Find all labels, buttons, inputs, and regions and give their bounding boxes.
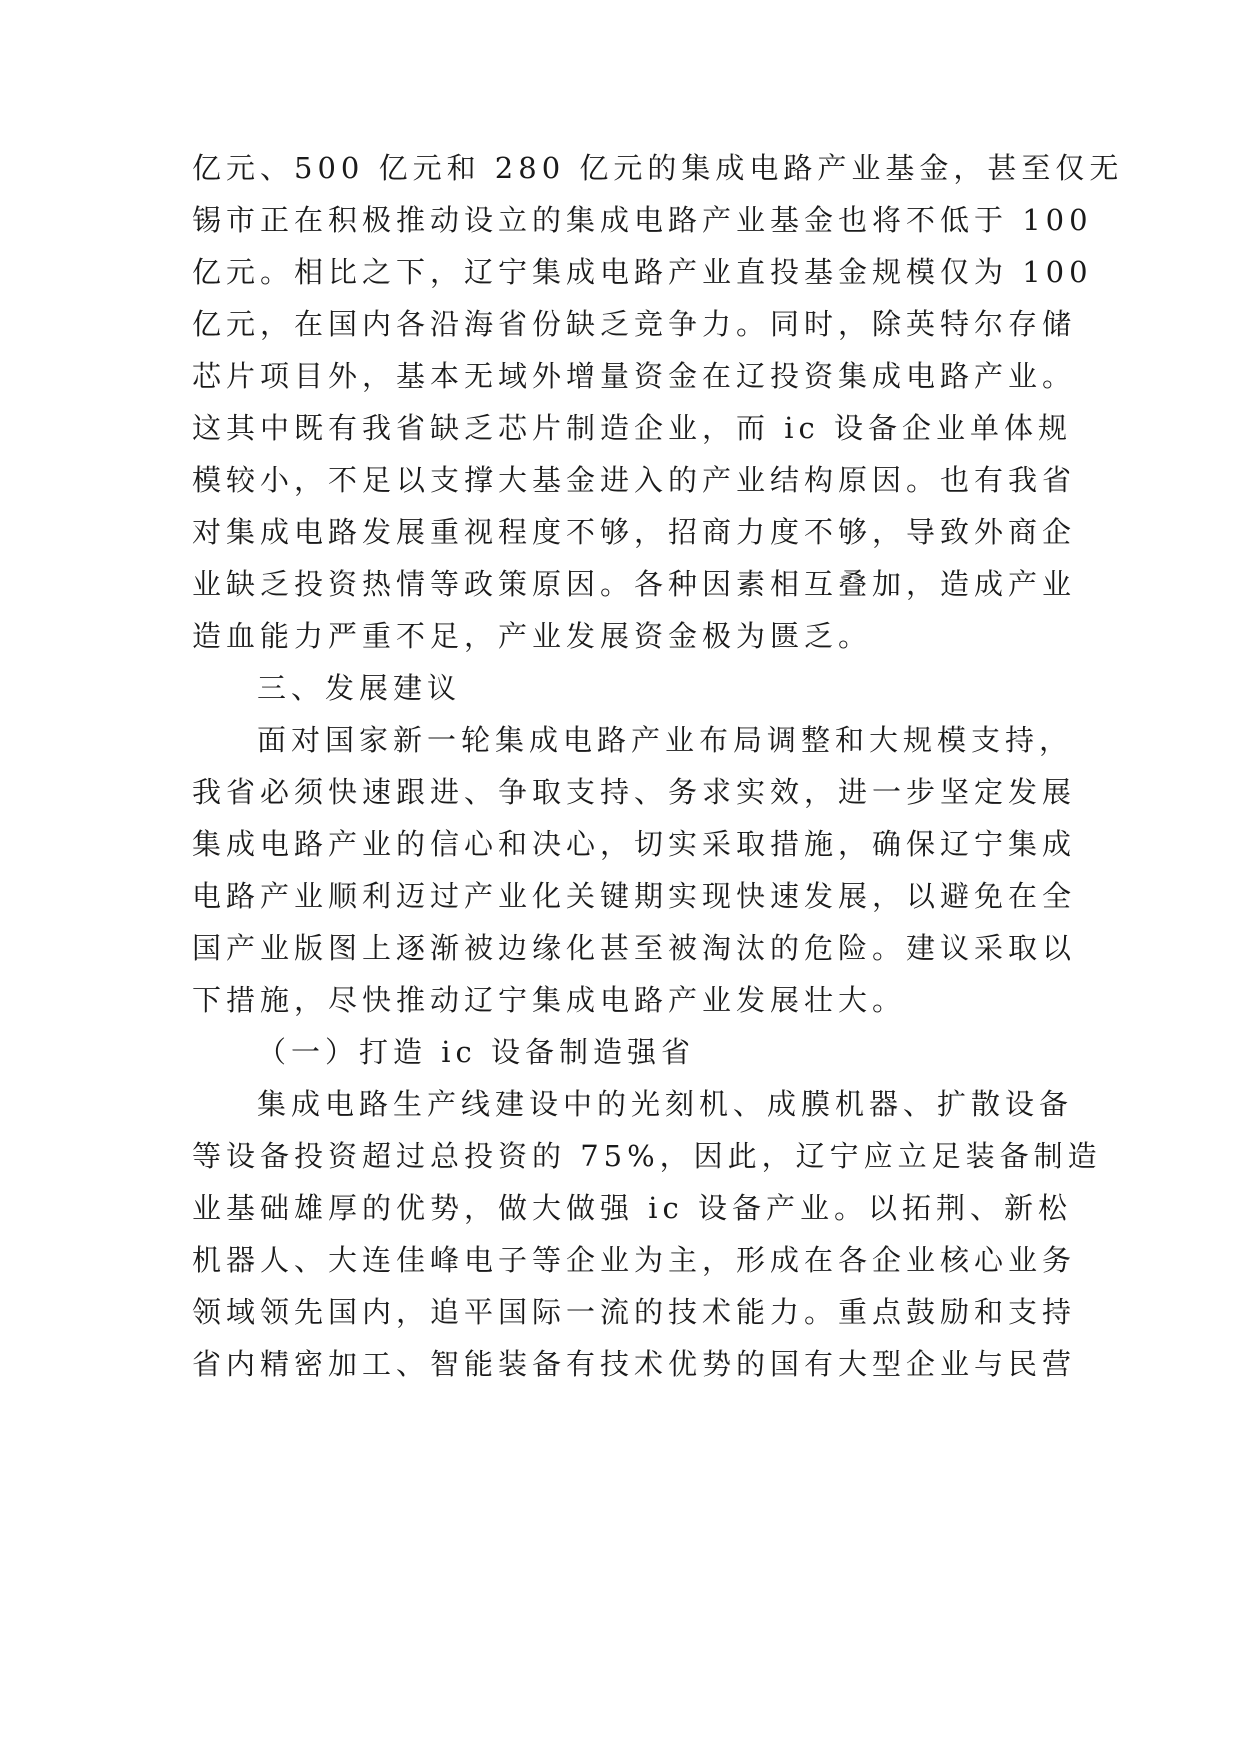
section-heading: 三、发展建议 — [257, 671, 462, 705]
body-text-line: 领域领先国内，追平国际一流的技术能力。重点鼓励和支持 — [192, 1295, 1077, 1329]
body-text-line: 等设备投资超过总投资的 75%，因此，辽宁应立足装备制造 — [192, 1139, 1102, 1173]
body-text-line: 模较小，不足以支撑大基金进入的产业结构原因。也有我省 — [192, 463, 1077, 497]
body-text-line: 业缺乏投资热情等政策原因。各种因素相互叠加，造成产业 — [192, 567, 1077, 601]
body-text-line: 锡市正在积极推动设立的集成电路产业基金也将不低于 100 — [192, 203, 1093, 237]
body-text-line: 亿元、500 亿元和 280 亿元的集成电路产业基金，甚至仅无 — [192, 151, 1124, 185]
body-text-line: 省内精密加工、智能装备有技术优势的国有大型企业与民营 — [192, 1347, 1077, 1381]
body-text-line: 业基础雄厚的优势，做大做强 ic 设备产业。以拓荆、新松 — [192, 1191, 1072, 1225]
body-text-line: 国产业版图上逐渐被边缘化甚至被淘汰的危险。建议采取以 — [192, 931, 1077, 965]
body-text-line: 芯片项目外，基本无域外增量资金在辽投资集成电路产业。 — [192, 359, 1077, 393]
body-text-line: 亿元。相比之下，辽宁集成电路产业直投基金规模仅为 100 — [192, 255, 1093, 289]
body-text-line: 我省必须快速跟进、争取支持、务求实效，进一步坚定发展 — [192, 775, 1077, 809]
body-text-line: 电路产业顺利迈过产业化关键期实现快速发展，以避免在全 — [192, 879, 1077, 913]
body-text-line: 面对国家新一轮集成电路产业布局调整和大规模支持， — [257, 723, 1074, 757]
subsection-heading: （一）打造 ic 设备制造强省 — [257, 1035, 695, 1069]
body-text-line: 集成电路产业的信心和决心，切实采取措施，确保辽宁集成 — [192, 827, 1077, 861]
body-text-line: 集成电路生产线建设中的光刻机、成膜机器、扩散设备 — [257, 1087, 1074, 1121]
body-text-line: 下措施，尽快推动辽宁集成电路产业发展壮大。 — [192, 983, 907, 1017]
body-text-line: 对集成电路发展重视程度不够，招商力度不够，导致外商企 — [192, 515, 1077, 549]
body-text-line: 亿元，在国内各沿海省份缺乏竞争力。同时，除英特尔存储 — [192, 307, 1077, 341]
body-text-line: 造血能力严重不足，产业发展资金极为匮乏。 — [192, 619, 873, 653]
body-text-line: 这其中既有我省缺乏芯片制造企业，而 ic 设备企业单体规 — [192, 411, 1072, 445]
body-text-line: 机器人、大连佳峰电子等企业为主，形成在各企业核心业务 — [192, 1243, 1077, 1277]
